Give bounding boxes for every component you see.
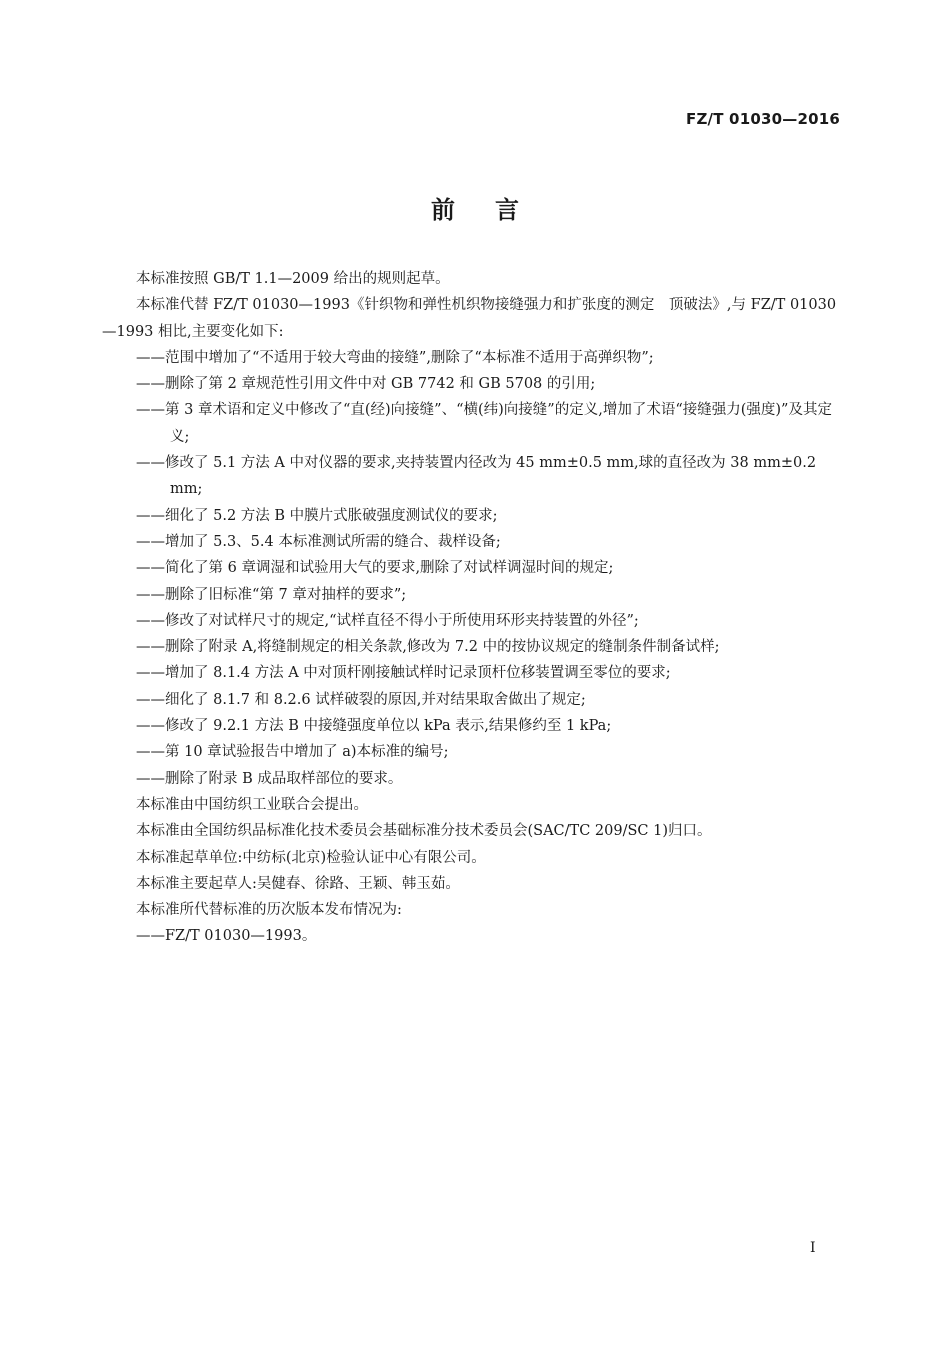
paragraph-drafting-rules: 本标准按照 GB/T 1.1—2009 给出的规则起草。 (136, 271, 450, 287)
page-title: 前言 (431, 196, 559, 224)
change-item: ——删除了附录 A,将缝制规定的相关条款,修改为 7.2 中的按协议规定的缝制条件制备试样; (136, 639, 720, 656)
change-item: ——增加了 5.3、5.4 本标准测试所需的缝合、裁样设备; (136, 533, 501, 550)
document-body (102, 266, 844, 950)
paragraph-proposer: 本标准由中国纺织工业联合会提出。 (136, 796, 368, 813)
document-code: FZ/T 01030—2016 (686, 110, 840, 128)
change-item: ——第 10 章试验报告中增加了 a)本标准的编号; (136, 744, 449, 761)
change-item: ——修改了 9.2.1 方法 B 中接缝强度单位以 kPa 表示,结果修约至 1 kPa; (136, 718, 612, 735)
paragraph-drafting-unit: 本标准起草单位:中纺标(北京)检验认证中心有限公司。 (136, 849, 486, 866)
paragraph-replacement: 本标准代替 FZ/T 01030—1993《针织物和弹性机织物接缝强力和扩张度的测定 顶破法》,与 FZ/T 01030—1993 相比,主要变化如下: (102, 297, 837, 340)
change-item: ——删除了旧标准“第 7 章对抽样的要求”; (136, 586, 407, 603)
paragraph-drafters: 本标准主要起草人:吴健春、徐路、王颖、韩玉茹。 (136, 875, 460, 892)
change-item: ——第 3 章术语和定义中修改了“直(经)向接缝”、“横(纬)向接缝”的定义,增加了术语“接缝强力(强度)”及其定义; (136, 402, 832, 445)
change-item: ——细化了 8.1.7 和 8.2.6 试样破裂的原因,并对结果取舍做出了规定; (136, 691, 586, 708)
change-item: ——删除了第 2 章规范性引用文件中对 GB 7742 和 GB 5708 的引用; (136, 376, 596, 393)
paragraph-committee: 本标准由全国纺织品标准化技术委员会基础标准分技术委员会(SAC/TC 209/SC 1)归口。 (136, 823, 712, 840)
paragraph-history-intro: 本标准所代替标准的历次版本发布情况为: (136, 902, 402, 919)
page-number: I (810, 1240, 816, 1256)
change-item: ——修改了对试样尺寸的规定,“试样直径不得小于所使用环形夹持装置的外径”; (136, 612, 639, 629)
change-item: ——修改了 5.1 方法 A 中对仪器的要求,夹持装置内径改为 45 mm±0.5 mm,球的直径改为 38 mm±0.2 mm; (136, 455, 817, 498)
change-item: ——简化了第 6 章调湿和试验用大气的要求,删除了对试样调湿时间的规定; (136, 560, 614, 577)
history-item: ——FZ/T 01030—1993。 (136, 928, 317, 945)
change-item: ——细化了 5.2 方法 B 中膜片式胀破强度测试仪的要求; (136, 507, 498, 524)
change-item: ——增加了 8.1.4 方法 A 中对顶杆刚接触试样时记录顶杆位移装置调至零位的要求; (136, 665, 671, 682)
change-item: ——删除了附录 B 成品取样部位的要求。 (136, 770, 403, 787)
change-item: ——范围中增加了“不适用于较大弯曲的接缝”,删除了“本标准不适用于高弹织物”; (136, 349, 654, 366)
